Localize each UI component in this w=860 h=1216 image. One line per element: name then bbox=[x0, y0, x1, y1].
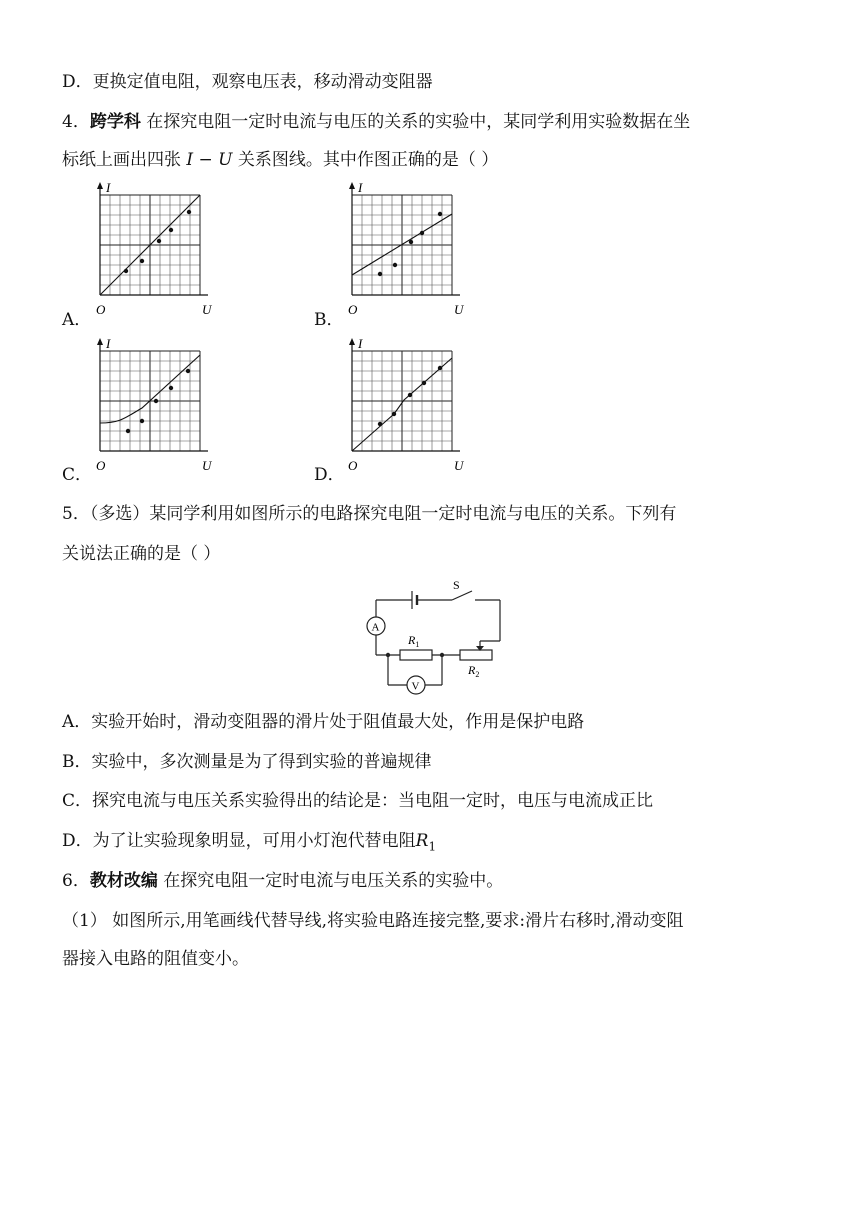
q5-option-d-var: R bbox=[415, 831, 429, 851]
r2-rheostat bbox=[460, 650, 492, 660]
voltmeter-label: V bbox=[411, 680, 420, 693]
data-point bbox=[393, 263, 397, 267]
data-point bbox=[157, 239, 161, 243]
axis-label-u: U bbox=[202, 458, 212, 473]
data-point bbox=[438, 366, 442, 370]
q4-option-b-label: B． bbox=[314, 310, 344, 330]
q4-text-line2-b: 关系图线。其中作图正确的是（ ） bbox=[237, 150, 499, 170]
axis-label-i: I bbox=[358, 336, 363, 351]
q4-option-a-label: A． bbox=[62, 310, 92, 330]
q5-option-d-text: D．为了让实验现象明显，可用小灯泡代替电阻 bbox=[62, 831, 416, 851]
q5-option-a: A．实验开始时，滑动变阻器的滑片处于阻值最大处，作用是保护电路 bbox=[62, 712, 585, 732]
y-axis-arrow bbox=[349, 182, 355, 189]
q4-tag: 跨学科 bbox=[89, 112, 141, 132]
y-axis-arrow bbox=[349, 338, 355, 345]
q6-tag: 教材改编 bbox=[89, 871, 158, 891]
data-point bbox=[378, 272, 382, 276]
data-point bbox=[420, 231, 424, 235]
data-point bbox=[422, 381, 426, 385]
ammeter-label: A bbox=[371, 621, 380, 634]
q4-option-d-label: D． bbox=[314, 465, 345, 485]
q5-option-c: C．探究电流与电压关系实验得出的结论是：当电阻一定时，电压与电流成正比 bbox=[62, 791, 654, 811]
q5-option-b: B．实验中，多次测量是为了得到实验的普遍规律 bbox=[62, 752, 432, 772]
data-point bbox=[187, 210, 191, 214]
axis-label-i: I bbox=[106, 336, 111, 351]
y-axis-arrow bbox=[97, 338, 103, 345]
origin-label: O bbox=[348, 302, 358, 317]
q4-text-line2-a: 标纸上画出四张 bbox=[62, 150, 181, 170]
junction-right bbox=[440, 653, 444, 657]
data-point bbox=[140, 259, 144, 263]
data-point bbox=[140, 419, 144, 423]
axis-label-u: U bbox=[454, 302, 464, 317]
q3-option-d: D．更换定值电阻，观察电压表，移动滑动变阻器 bbox=[62, 72, 433, 92]
y-axis-arrow bbox=[97, 182, 103, 189]
axis-label-u: U bbox=[202, 302, 212, 317]
r1-resistor bbox=[400, 650, 432, 660]
q4-formula: I − U bbox=[186, 150, 233, 170]
data-point bbox=[169, 386, 173, 390]
junction-left bbox=[386, 653, 390, 657]
data-point bbox=[186, 369, 190, 373]
axis-label-u: U bbox=[454, 458, 464, 473]
r2-label bbox=[467, 663, 479, 679]
data-point bbox=[408, 393, 412, 397]
q4-graph-b bbox=[342, 180, 482, 330]
q6-sub1-line1: （1） 如图所示,用笔画线代替导线,将实验电路连接完整,要求:滑片右移时,滑动变阻 bbox=[62, 911, 684, 931]
q4-graph-a bbox=[90, 180, 230, 330]
origin-label: O bbox=[96, 302, 106, 317]
switch-blade bbox=[452, 591, 472, 600]
q4-line1 bbox=[62, 110, 690, 134]
r1-label-letter: R bbox=[408, 633, 416, 647]
switch-label: S bbox=[453, 578, 460, 592]
q4-text-line1: 在探究电阻一定时电流与电压的关系的实验中，某同学利用实验数据在坐 bbox=[146, 112, 691, 132]
data-point bbox=[126, 429, 130, 433]
data-point bbox=[438, 212, 442, 216]
r2-label-letter: R bbox=[468, 663, 476, 677]
q6-sub1-line2: 器接入电路的阻值变小。 bbox=[62, 949, 249, 969]
data-point bbox=[409, 240, 413, 244]
data-point bbox=[124, 269, 128, 273]
q4-number: 4． bbox=[62, 112, 90, 132]
q4-graph-d bbox=[342, 336, 482, 486]
q6-line bbox=[62, 869, 503, 893]
origin-label: O bbox=[348, 458, 358, 473]
q5-circuit-diagram bbox=[360, 575, 510, 695]
axis-label-i: I bbox=[106, 180, 111, 195]
data-point bbox=[378, 422, 382, 426]
q5-line2: 关说法正确的是（ ） bbox=[62, 544, 221, 564]
q5-option-d bbox=[62, 829, 436, 858]
origin-label: O bbox=[96, 458, 106, 473]
r1-label-sub: 1 bbox=[415, 640, 420, 649]
data-point bbox=[169, 228, 173, 232]
q4-graph-c bbox=[90, 336, 230, 486]
q4-option-c-label: C． bbox=[62, 465, 93, 485]
axis-label-i: I bbox=[358, 180, 363, 195]
q4-line2 bbox=[62, 148, 498, 172]
q6-text: 在探究电阻一定时电流与电压关系的实验中。 bbox=[163, 871, 504, 891]
q5-option-d-sub: 1 bbox=[428, 839, 437, 854]
data-point bbox=[154, 399, 158, 403]
q5-line1: 5．（多选）某同学利用如图所示的电路探究电阻一定时电流与电压的关系。下列有 bbox=[62, 504, 677, 524]
r1-label bbox=[407, 633, 419, 649]
r2-label-sub: 2 bbox=[475, 670, 480, 679]
q6-number: 6． bbox=[62, 871, 90, 891]
data-point bbox=[392, 412, 396, 416]
